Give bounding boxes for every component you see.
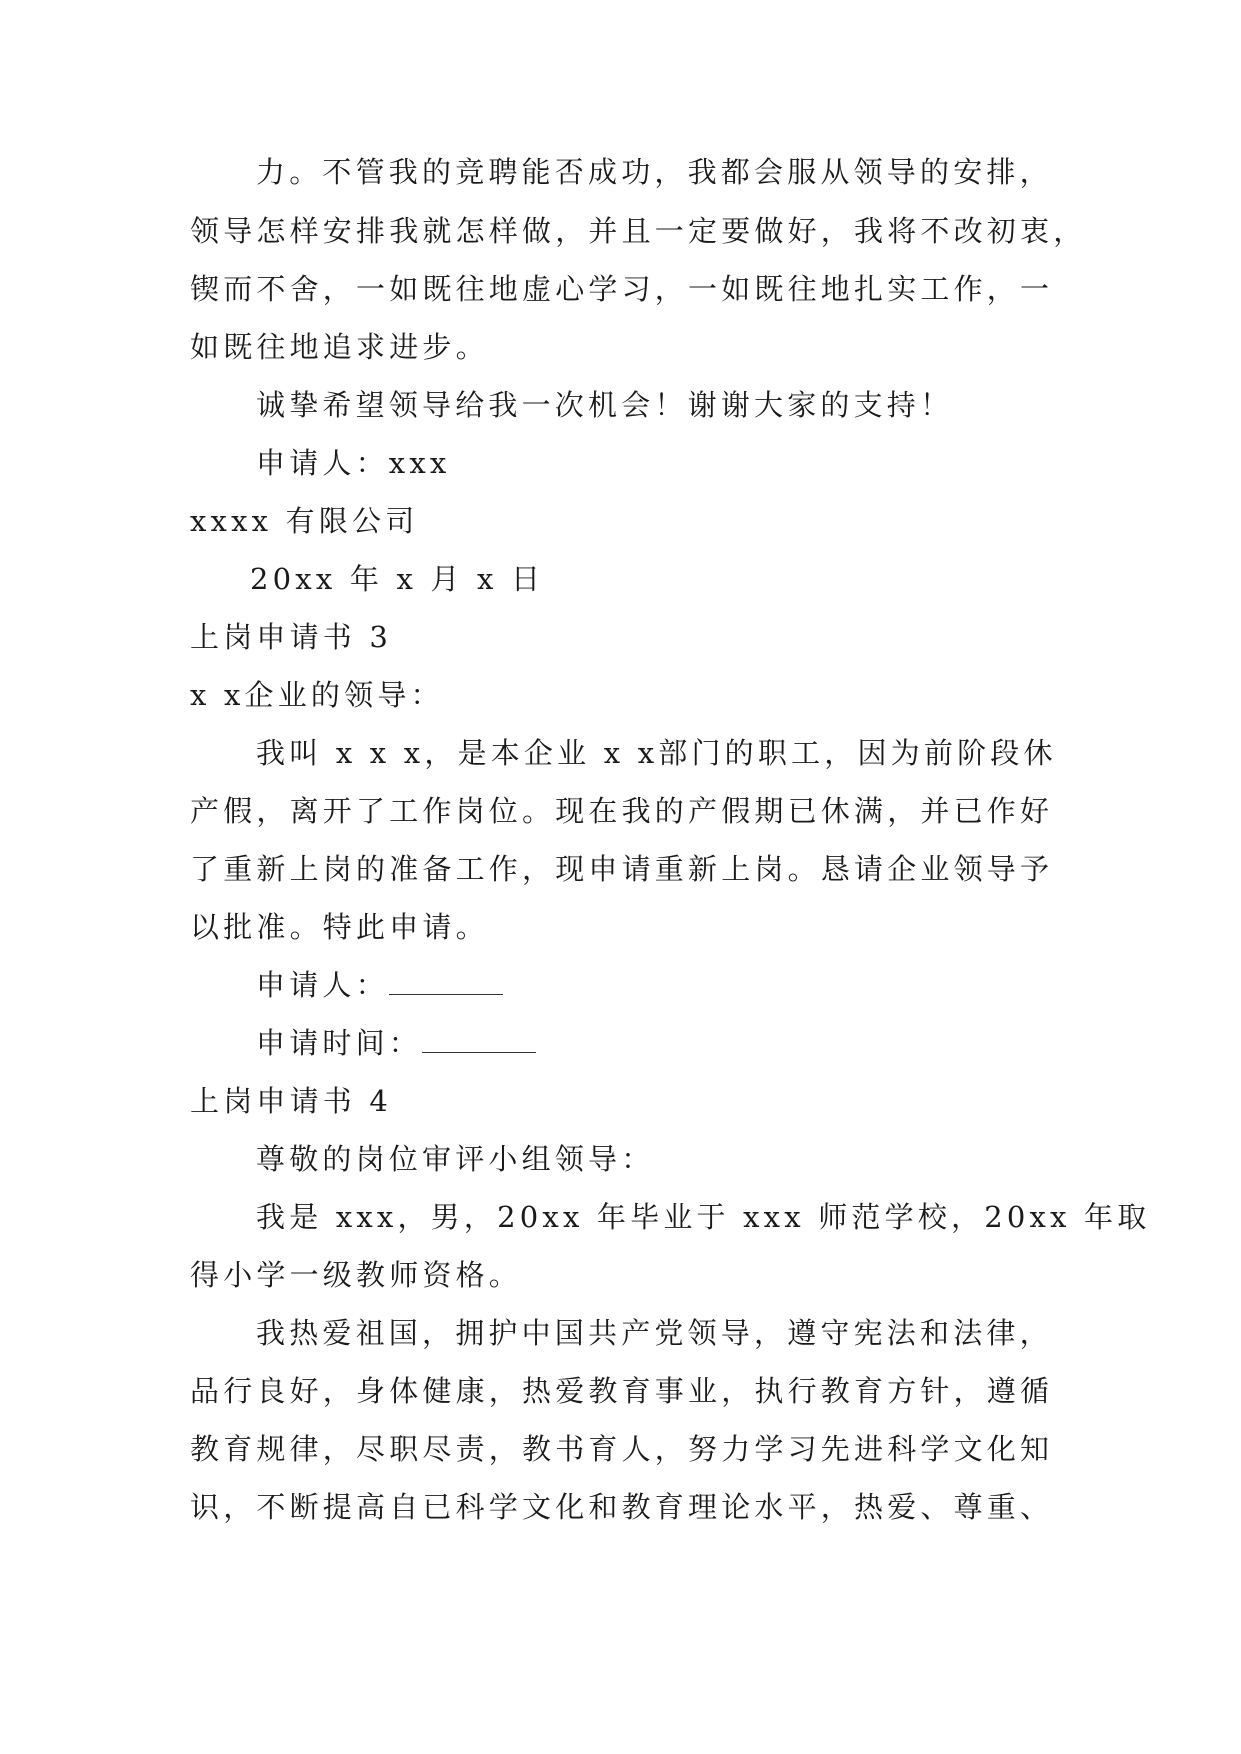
text-line: 以批准。特此申请。 <box>190 910 489 944</box>
applicant-label: 申请人： <box>256 968 389 1002</box>
application-time-blank <box>422 1028 536 1053</box>
text-line: 识，不断提高自已科学文化和教育理论水平，热爱、尊重、 <box>190 1490 1054 1524</box>
text-line: 我叫 x x x，是本企业 x x部门的职工，因为前阶段休 <box>256 736 1057 770</box>
text-line: 品行良好，身体健康，热爱教育事业，执行教育方针，遵循 <box>190 1374 1054 1408</box>
application-time-field <box>256 1025 536 1061</box>
salutation: x x企业的领导： <box>190 678 444 712</box>
text-line: 领导怎样安排我就怎样做，并且一定要做好，我将不改初衷， <box>190 214 1087 248</box>
salutation: 尊敬的岗位审评小组领导： <box>256 1142 655 1176</box>
text-line: 如既往地追求进步。 <box>190 330 489 364</box>
text-line: 锲而不舍，一如既往地虚心学习，一如既往地扎实工作，一 <box>190 272 1054 306</box>
text-line: 诚挚希望领导给我一次机会！谢谢大家的支持！ <box>256 388 954 422</box>
text-line: 教育规律，尽职尽责，教书育人，努力学习先进科学文化知 <box>190 1432 1054 1466</box>
company-name: xxxx 有限公司 <box>190 504 419 538</box>
text-line: 我热爱祖国，拥护中国共产党领导，遵守宪法和法律， <box>256 1316 1053 1350</box>
text-line: 我是 xxx，男，20xx 年毕业于 xxx 师范学校，20xx 年取 <box>256 1200 1151 1234</box>
text-line: 产假，离开了工作岗位。现在我的产假期已休满，并已作好 <box>190 794 1054 828</box>
signature-applicant: 申请人：xxx <box>256 446 451 480</box>
applicant-field <box>256 967 503 1003</box>
application-time-label: 申请时间： <box>256 1026 423 1060</box>
text-line: 得小学一级教师资格。 <box>190 1258 523 1292</box>
applicant-blank <box>389 970 503 995</box>
date-line: 20xx 年 x 月 x 日 <box>250 562 545 596</box>
section-heading: 上岗申请书 4 <box>190 1084 393 1118</box>
section-heading: 上岗申请书 3 <box>190 620 393 654</box>
text-line: 力。不管我的竞聘能否成功，我都会服从领导的安排， <box>256 155 1053 189</box>
text-line: 了重新上岗的准备工作，现申请重新上岗。恳请企业领导予 <box>190 852 1054 886</box>
